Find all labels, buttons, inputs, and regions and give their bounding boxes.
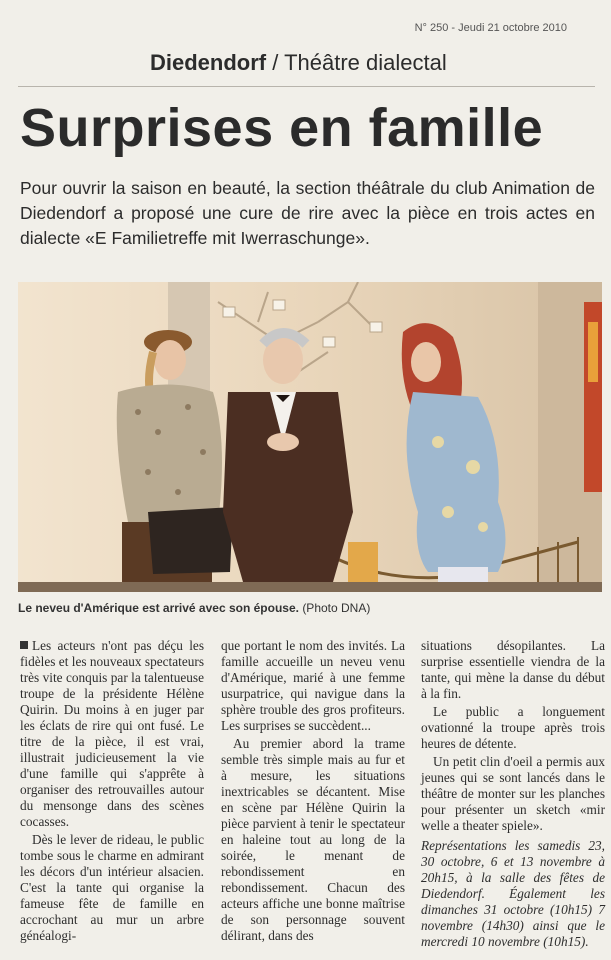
column-1-paragraph-2: Dès le lever de rideau, le public tombe sous le charme en admirant les décors d'un intérieur alsacien. C'est la tante qui organise la fameuse fête de famille en accrochant au mur un arbre généalogi- bbox=[20, 832, 204, 943]
article-column-1 bbox=[20, 638, 204, 946]
caption-credit: (Photo DNA) bbox=[302, 601, 371, 615]
headline: Surprises en famille bbox=[20, 98, 544, 158]
section-town: Diedendorf bbox=[150, 50, 267, 75]
article-column-3 bbox=[421, 638, 605, 952]
lead-paragraph: Pour ouvrir la saison en beauté, la section théâtrale du club Animation de Diedendorf a proposé une cure de rire avec la pièce en trois actes en dialecte «E Familietreffe mit Iwerraschunge». bbox=[20, 178, 595, 248]
column-3-paragraph-1: situations désopilantes. La surprise essentielle viendra de la tante, qui mène la danse du début à la fin. bbox=[421, 638, 605, 701]
photo-caption bbox=[18, 601, 370, 615]
column-1-paragraph-1-text: Les acteurs n'ont pas déçu les fidèles et les nouveaux spectateurs très vite conquis par la talentueuse troupe de la présidente Hélène Quirin. Du moins à en juger par les éclats de rire qui ont fusé. Le titre de la pièce, il est vrai, illustrait judicieusement la vie d'une famille qui s'apprête à organiser des retrouvailles autour du mensonge dans des scènes cocasses. bbox=[20, 638, 204, 829]
square-bullet-icon bbox=[20, 641, 28, 649]
stage-photo-illustration bbox=[18, 282, 602, 592]
header-rule bbox=[18, 86, 595, 87]
caption-text: Le neveu d'Amérique est arrivé avec son épouse. bbox=[18, 601, 299, 615]
issue-date: N° 250 - Jeudi 21 octobre 2010 bbox=[414, 22, 567, 34]
column-3-paragraph-3: Un petit clin d'oeil a permis aux jeunes qui se sont lancés dans le théâtre de monter sur les planches pour présenter un sketch «mir welle a theater spiele». bbox=[421, 754, 605, 833]
section-heading bbox=[150, 50, 447, 76]
article-column-2 bbox=[221, 638, 405, 946]
column-2-paragraph-2: Au premier abord la trame semble très simple mais au fur et à mesure, les situations inextricables se décantent. Mise en scène par Hélène Quirin la pièce parvient à tenir le spectateur en haleine tout au long de la soirée, le menant de rebondissement en rebondissement. Chacun des acteurs affiche une bonne maîtrise de son personnage souvent délirant, dans des bbox=[221, 736, 405, 943]
section-topic: / Théâtre dialectal bbox=[272, 50, 447, 75]
column-3-paragraph-2: Le public a longuement ovationné la troupe après trois heures de détente. bbox=[421, 704, 605, 751]
performance-dates: Représentations les samedis 23, 30 octobre, 6 et 13 novembre à 20h15, à la salle des fêtes de Diedendorf. Également les dimanches 31 octobre (10h15) 7 novembre (14h30) ainsi que le mercredi 10 novembre (10h15). bbox=[421, 838, 605, 949]
stage-photo bbox=[18, 282, 602, 592]
column-1-paragraph-1 bbox=[20, 638, 204, 830]
column-2-paragraph-1: que portant le nom des invités. La famille accueille un neveu venu d'Amérique, marié à une femme usurpatrice, qui navigue dans la sphère trouble des gros profiteurs. Les surprises se succèdent... bbox=[221, 638, 405, 733]
